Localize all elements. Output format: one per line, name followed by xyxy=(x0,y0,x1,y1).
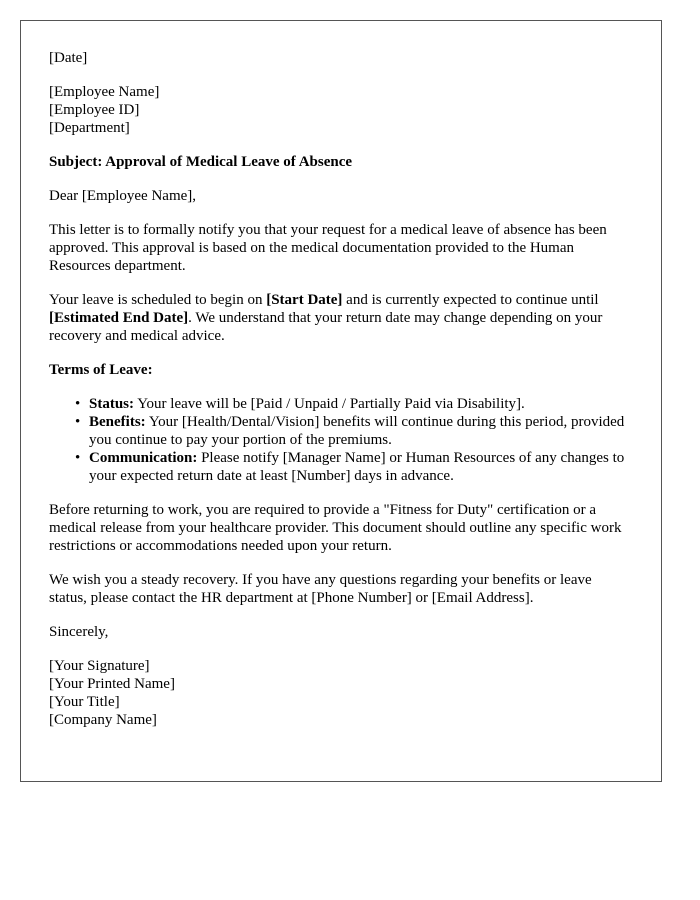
recipient-name: [Employee Name] xyxy=(49,84,160,100)
schedule-text-2: and is currently expected to continue until xyxy=(342,292,599,308)
letter-subject: Subject: Approval of Medical Leave of Absence xyxy=(49,154,353,170)
schedule-text-1: Your leave is scheduled to begin on xyxy=(49,292,267,308)
bullet-icon: • xyxy=(75,414,81,430)
recipient-department: [Department] xyxy=(49,120,130,136)
recipient-id: [Employee ID] xyxy=(49,102,140,118)
schedule-paragraph xyxy=(49,291,633,345)
signature-line: [Your Signature] xyxy=(49,658,150,674)
closing-wishes-paragraph: We wish you a steady recovery. If you have any questions regarding your benefits or leave status, please contact the HR department at [Phone Number] or [Email Address]. xyxy=(49,572,592,606)
estimated-end-date: [Estimated End Date] xyxy=(49,310,189,326)
printed-name: [Your Printed Name] xyxy=(49,676,175,692)
start-date: [Start Date] xyxy=(266,292,343,308)
term-label-benefits: Benefits: xyxy=(89,414,146,430)
term-text-benefits: Your [Health/Dental/Vision] benefits will continue during this period, provided you continue to pay your portion of the premiums. xyxy=(89,414,625,448)
salutation: Dear [Employee Name], xyxy=(49,188,197,204)
terms-list-item-benefits xyxy=(75,413,633,449)
letter-date: [Date] xyxy=(49,50,88,66)
term-label-status: Status: xyxy=(89,396,135,412)
terms-heading: Terms of Leave: xyxy=(49,362,153,378)
company-name: [Company Name] xyxy=(49,712,157,728)
term-text-status: Your leave will be [Paid / Unpaid / Partially Paid via Disability]. xyxy=(134,396,525,412)
recipient-block xyxy=(49,83,633,137)
notification-paragraph: This letter is to formally notify you that your request for a medical leave of absence has been approved. This approval is based on the medical documentation provided to the Human Resources department. xyxy=(49,222,607,274)
signature-block xyxy=(49,657,633,729)
terms-list-item-status xyxy=(75,395,633,413)
closing: Sincerely, xyxy=(49,624,109,640)
terms-list xyxy=(49,395,633,485)
signer-title: [Your Title] xyxy=(49,694,120,710)
schedule-text-3: . We understand that your return date may change depending on your recovery and medical advice. xyxy=(49,310,603,344)
bullet-icon: • xyxy=(75,450,81,466)
letter-page xyxy=(20,20,662,782)
term-label-communication: Communication: xyxy=(89,450,198,466)
return-requirements-paragraph: Before returning to work, you are required to provide a "Fitness for Duty" certification or a medical release from your healthcare provider. This document should outline any specific work restrictions or accommodations needed upon your return. xyxy=(49,502,622,554)
term-text-communication: Please notify [Manager Name] or Human Resources of any changes to your expected return date at least [Number] days in advance. xyxy=(89,450,625,484)
bullet-icon: • xyxy=(75,396,81,412)
terms-list-item-communication xyxy=(75,449,633,485)
